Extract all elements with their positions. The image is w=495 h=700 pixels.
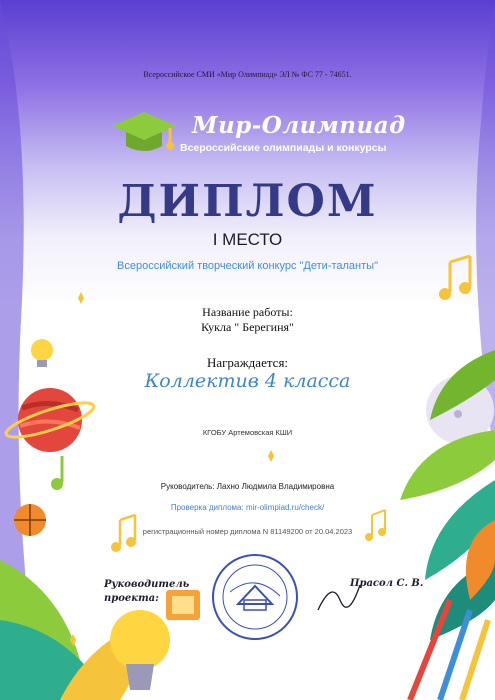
music-note-right-bottom-icon [365,510,386,541]
registration-line: Всероссийское СМИ «Мир Олимпиад» ЭЛ № ФС 77 - 74651. [143,70,352,79]
signature-label-line1: Руководитель [104,579,190,590]
registration-number: регистрационный номер диплома N 81149200 от 20.04.2023 [142,527,353,536]
awarded-label: Награждается: [206,355,289,370]
place-label: I МЕСТО [212,230,283,249]
work-title-label: Название работы: [202,305,293,319]
organization-name: КГОБУ Артемовская КШИ [202,428,293,437]
official-stamp [210,552,300,642]
recipient-name: Коллектив 4 класса [144,370,351,392]
signatory-name: Прасол С. В. [350,578,424,589]
project-head-signature-label [104,578,189,606]
supervisor-line: Руководитель: Лахно Людмила Владимировна [160,482,335,491]
signature-label-line2: проекта: [104,593,159,604]
verify-link[interactable]: Проверка диплома: mir-olimpiad.ru/check/ [170,503,325,512]
work-title-value: Кукла " Берегиня" [201,320,294,334]
logo-subtitle: Всероссийские олимпиады и конкурсы [180,142,387,154]
diploma-title: ДИПЛОМ [117,176,378,227]
graduation-cap-icon [104,104,184,164]
contest-name: Всероссийский творческий конкурс "Дети-таланты" [117,260,378,272]
logo-title: Мир-Олимпиад [192,112,406,139]
logo [104,104,404,164]
